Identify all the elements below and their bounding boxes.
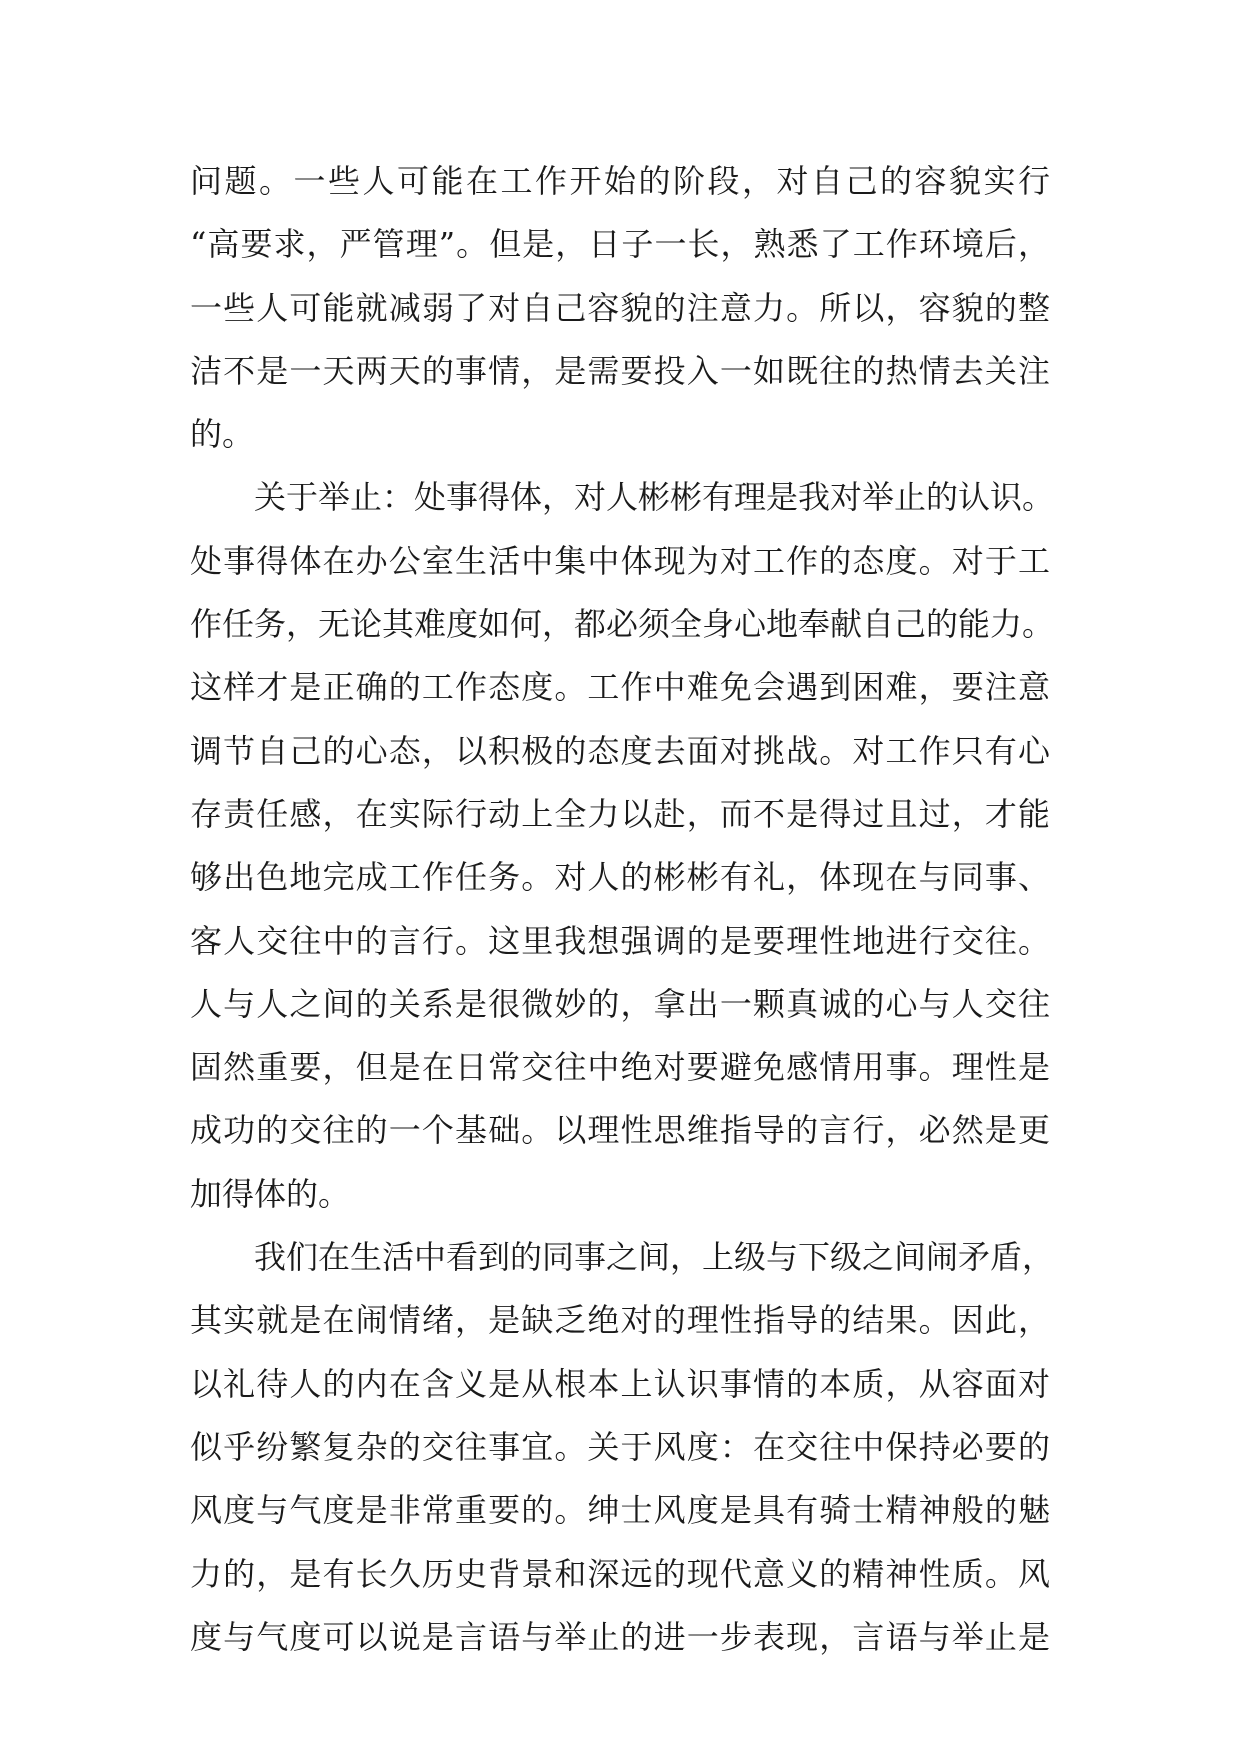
text-line: 似乎纷繁复杂的交往事宜。关于风度：在交往中保持必要的	[190, 1427, 1050, 1466]
text-line: 以礼待人的内在含义是从根本上认识事情的本质，从容面对	[190, 1364, 1050, 1403]
text-line: 关于举止：处事得体，对人彬彬有理是我对举止的认识。	[254, 478, 1055, 517]
paragraph-3	[190, 1226, 1055, 1669]
text-line: 存责任感，在实际行动上全力以赴，而不是得过且过，才能	[190, 794, 1050, 833]
text-line: 人与人之间的关系是很微妙的，拿出一颗真诚的心与人交往	[190, 984, 1050, 1023]
text-line: 这样才是正确的工作态度。工作中难免会遇到困难，要注意	[190, 668, 1050, 707]
text-line: 力的，是有长久历史背景和深远的现代意义的精神性质。风	[190, 1554, 1050, 1593]
text-line: 客人交往中的言行。这里我想强调的是要理性地进行交往。	[190, 921, 1050, 960]
paragraph-2	[190, 466, 1055, 1226]
text-line: 够出色地完成工作任务。对人的彬彬有礼，体现在与同事、	[190, 858, 1050, 897]
text-line: 一些人可能就减弱了对自己容貌的注意力。所以，容貌的整	[190, 288, 1050, 327]
text-line: 洁不是一天两天的事情，是需要投入一如既往的热情去关注	[190, 351, 1050, 390]
text-line: 加得体的。	[190, 1174, 351, 1213]
paragraph-1	[190, 150, 1050, 466]
text-line: 我们在生活中看到的同事之间，上级与下级之间闹矛盾，	[254, 1238, 1055, 1277]
text-line: “高要求，严管理”。但是，日子一长，熟悉了工作环境后，	[190, 225, 1050, 264]
text-line: 作任务，无论其难度如何，都必须全身心地奉献自己的能力。	[190, 605, 1055, 644]
text-line: 其实就是在闹情绪，是缺乏绝对的理性指导的结果。因此，	[190, 1301, 1050, 1340]
text-line: 的。	[190, 415, 255, 454]
text-line: 问题。一些人可能在工作开始的阶段，对自己的容貌实行	[190, 162, 1050, 200]
text-line: 调节自己的心态，以积极的态度去面对挑战。对工作只有心	[190, 731, 1050, 770]
text-line: 度与气度可以说是言语与举止的进一步表现，言语与举止是	[190, 1617, 1050, 1656]
text-line: 固然重要，但是在日常交往中绝对要避免感情用事。理性是	[190, 1048, 1050, 1087]
text-line: 处事得体在办公室生活中集中体现为对工作的态度。对于工	[190, 541, 1050, 580]
text-line: 成功的交往的一个基础。以理性思维指导的言行，必然是更	[190, 1111, 1050, 1150]
text-line: 风度与气度是非常重要的。绅士风度是具有骑士精神般的魅	[190, 1491, 1050, 1530]
document-body	[190, 150, 1055, 1669]
